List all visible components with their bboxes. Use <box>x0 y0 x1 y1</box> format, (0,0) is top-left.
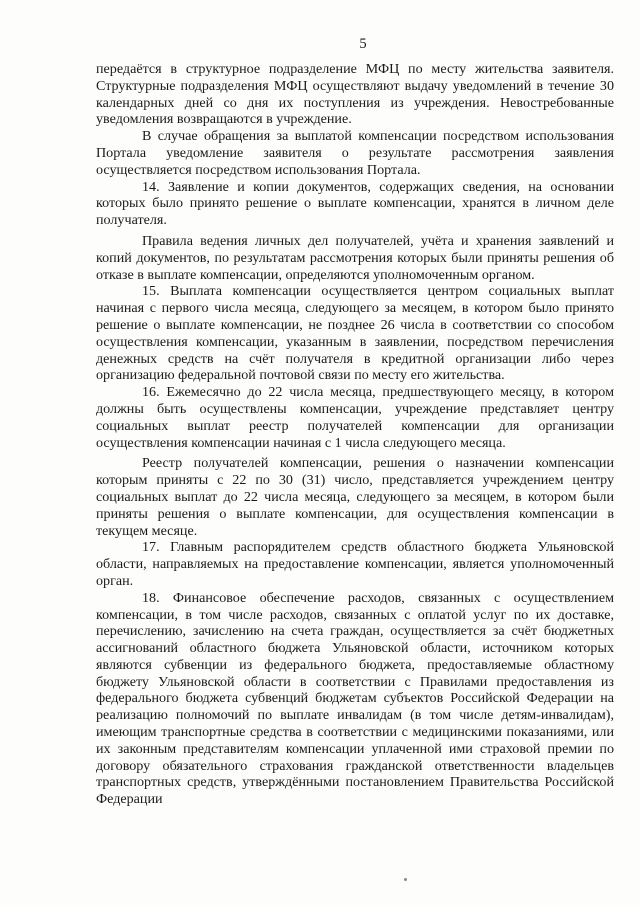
paragraph: 16. Ежемесячно до 22 числа месяца, предшествующего месяцу, в котором должны быть осуществлены компенсации, учреждение представляет центру социальных выплат реестр получателей компенсации для организации осуществления компенсации начиная с 1 числа следующего месяца. <box>96 384 614 451</box>
paragraph: передаётся в структурное подразделение МФЦ по месту жительства заявителя. Структурные подразделения МФЦ осуществляют выдачу уведомлений в течение 30 календарных дней со дня их поступления из учреждения. Невостребованные уведомления возвращаются в учреждение. <box>96 61 614 128</box>
paragraph: 15. Выплата компенсации осуществляется центром социальных выплат начиная с первого числа месяца, следующего за месяцем, в котором было принято решение о выплате компенсации, не позднее 26 числа в соответствии со способом осуществления компенсации, указанным в заявлении, посредством перечисления денежных средств на счёт получателя в кредитной организации либо через организацию федеральной почтовой связи по месту его жительства. <box>96 283 614 384</box>
paragraph: Реестр получателей компенсации, решения о назначении компенсации которым приняты с 22 по 30 (31) число, представляется учреждением центру социальных выплат до 22 числа месяца, следующего за месяцем, в котором были приняты решения о выплате компенсации, для осуществления компенсации в текущем месяце. <box>96 455 614 539</box>
paragraph: 14. Заявление и копии документов, содержащих сведения, на основании которых было принято решение о выплате компенсации, хранятся в личном деле получателя. <box>96 178 614 229</box>
paragraph: 17. Главным распорядителем средств областного бюджета Ульяновской области, направляемых на предоставление компенсации, является уполномоченный орган. <box>96 539 614 589</box>
document-body <box>96 61 614 808</box>
scan-speck <box>404 878 407 881</box>
paragraph: 18. Финансовое обеспечение расходов, связанных с осуществлением компенсации, в том числе расходов, связанных с оплатой услуг по их доставке, перечислению, зачислению на счета граждан, осуществляется за счёт бюджетных ассигнований областного бюджета Ульяновской области, источником которых являются субвенции из федерального бюджета, предоставляемые областному бюджету Ульяновской области в соответствии с Правилами предоставления из федерального бюджета субвенций бюджетам субъектов Российской Федерации на реализацию полномочий по выплате инвалидам (в том числе детям-инвалидам), имеющим транспортные средства в соответствии с медицинскими показаниями, или их законным представителям компенсации уплаченной ими страховой премии по договору обязательного страхования гражданской ответственности владельцев транспортных средств, утверждёнными постановлением Правительства Российской Федерации <box>96 589 614 808</box>
paragraph: В случае обращения за выплатой компенсации посредством использования Портала уведомление заявителя о результате рассмотрения заявления осуществляется посредством использования Портала. <box>96 128 614 178</box>
paragraph: Правила ведения личных дел получателей, учёта и хранения заявлений и копий документов, по результатам рассмотрения которых были приняты решения об отказе в выплате компенсации, определяются уполномоченным органом. <box>96 232 614 283</box>
page-number: 5 <box>359 36 367 52</box>
